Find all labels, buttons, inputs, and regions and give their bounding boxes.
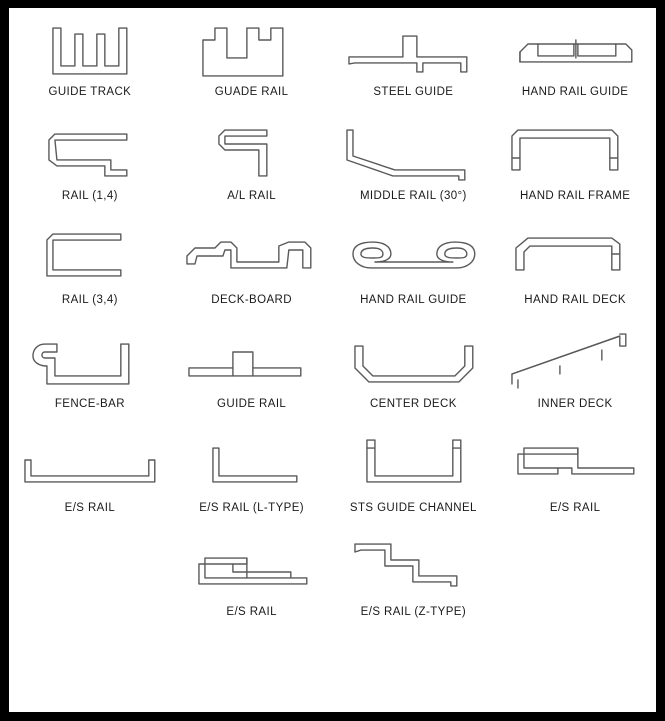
- profile-cell: [494, 216, 656, 320]
- es-rail-1-icon: [9, 426, 171, 500]
- profile-cell: [9, 216, 171, 320]
- hand-rail-guide-2-icon: [333, 218, 495, 292]
- profile-cell: [171, 424, 333, 528]
- profile-label: GUIDE TRACK: [48, 86, 132, 98]
- hand-rail-deck-icon: [494, 218, 656, 292]
- inner-deck-icon: [494, 322, 656, 396]
- profile-label: E/S RAIL: [226, 606, 277, 618]
- diagram-sheet: [9, 8, 656, 712]
- profile-cell: [171, 320, 333, 424]
- fence-bar-icon: [9, 322, 171, 396]
- es-rail-l-type-icon: [171, 426, 333, 500]
- profile-cell: [171, 8, 333, 112]
- profile-cell: [333, 424, 495, 528]
- hand-rail-frame-icon: [494, 114, 656, 188]
- profile-label: HAND RAIL FRAME: [519, 190, 631, 202]
- profile-cell: [333, 528, 495, 632]
- grid-spacer: [9, 528, 171, 632]
- profile-label: DECK-BOARD: [211, 294, 292, 306]
- es-rail-3-icon: [171, 530, 333, 604]
- profile-label: GUIDE RAIL: [217, 398, 287, 410]
- steel-guide-icon: [333, 10, 495, 84]
- grid-spacer: [494, 528, 656, 632]
- profile-grid: [9, 8, 656, 632]
- profile-label: HAND RAIL DECK: [524, 294, 626, 306]
- profile-label: STS GUIDE CHANNEL: [349, 502, 477, 514]
- profile-cell: [171, 528, 333, 632]
- profile-cell: [9, 8, 171, 112]
- profile-label: STEEL GUIDE: [373, 86, 454, 98]
- profile-cell: [494, 320, 656, 424]
- profile-label: RAIL (1,4): [61, 190, 118, 202]
- profile-label: GUADE RAIL: [214, 86, 289, 98]
- center-deck-icon: [333, 322, 495, 396]
- profile-label: FENCE-BAR: [54, 398, 125, 410]
- profile-label: E/S RAIL: [549, 502, 601, 514]
- profile-label: E/S RAIL (L-TYPE): [199, 502, 305, 514]
- profile-cell: [494, 112, 656, 216]
- profile-label: RAIL (3,4): [61, 294, 118, 306]
- rail-1-4-icon: [9, 114, 171, 188]
- guade-rail-icon: [171, 10, 333, 84]
- es-rail-z-type-icon: [333, 530, 495, 604]
- es-rail-2-icon: [494, 426, 656, 500]
- profile-cell: [171, 112, 333, 216]
- profile-cell: [333, 112, 495, 216]
- profile-label: MIDDLE RAIL (30°): [359, 190, 467, 202]
- profile-cell: [171, 216, 333, 320]
- hand-rail-guide-icon: [494, 10, 656, 84]
- guide-rail-icon: [171, 322, 333, 396]
- profile-cell: [333, 320, 495, 424]
- profile-cell: [9, 112, 171, 216]
- rail-3-4-icon: [9, 218, 171, 292]
- middle-rail-30-icon: [333, 114, 495, 188]
- profile-label: E/S RAIL: [64, 502, 116, 514]
- profile-cell: [494, 424, 656, 528]
- profile-cell: [333, 216, 495, 320]
- sts-guide-channel-icon: [333, 426, 495, 500]
- profile-label: A/L RAIL: [227, 190, 277, 202]
- al-rail-icon: [171, 114, 333, 188]
- profile-cell: [9, 424, 171, 528]
- guide-track-icon: [9, 10, 171, 84]
- profile-label: CENTER DECK: [369, 398, 457, 410]
- deck-board-icon: [171, 218, 333, 292]
- profile-cell: [9, 320, 171, 424]
- profile-label: INNER DECK: [537, 398, 613, 410]
- profile-label: HAND RAIL GUIDE: [360, 294, 467, 306]
- profile-label: HAND RAIL GUIDE: [521, 86, 629, 98]
- profile-cell: [333, 8, 495, 112]
- profile-label: E/S RAIL (Z-TYPE): [360, 606, 467, 618]
- profile-cell: [494, 8, 656, 112]
